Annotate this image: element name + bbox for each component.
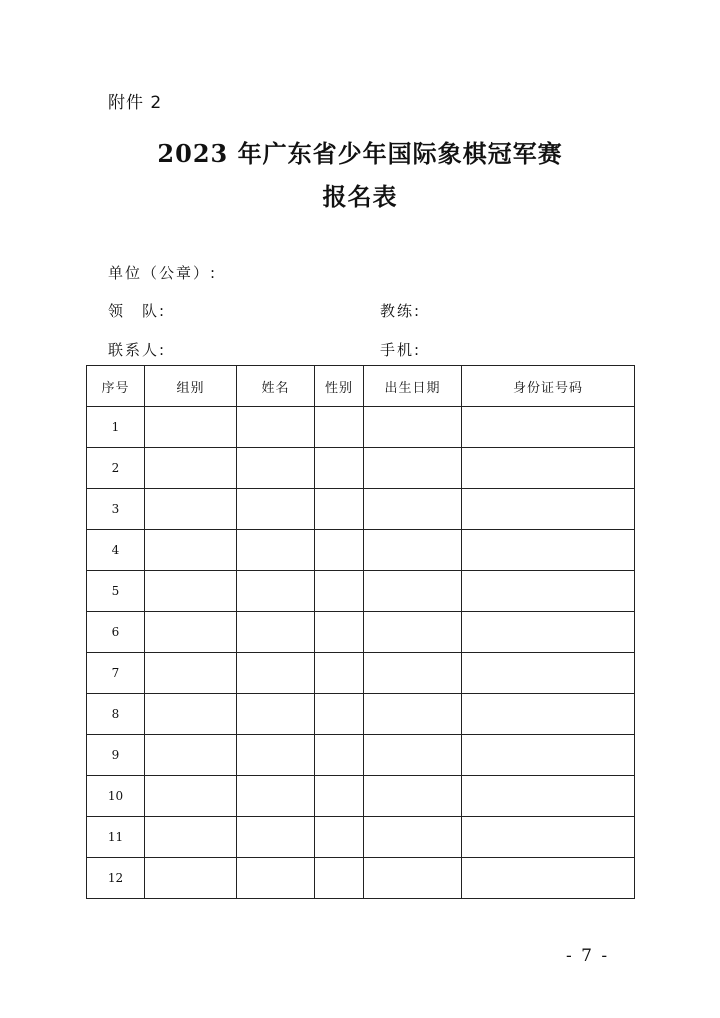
cell-id-number — [462, 489, 635, 530]
table-header-row — [87, 366, 635, 407]
header-birthdate: 出生日期 — [364, 366, 462, 407]
table-row — [87, 858, 635, 899]
row-number: 11 — [87, 817, 145, 858]
cell-id-number — [462, 735, 635, 776]
cell-name — [237, 653, 315, 694]
phone-field-label: 手机: — [380, 341, 422, 359]
cell-gender — [315, 448, 364, 489]
unit-field-label: 单位（公章）: — [108, 264, 218, 282]
table-row — [87, 776, 635, 817]
cell-id-number — [462, 858, 635, 899]
cell-gender — [315, 858, 364, 899]
cell-id-number — [462, 817, 635, 858]
cell-name — [237, 776, 315, 817]
header-id-number: 身份证号码 — [462, 366, 635, 407]
cell-name — [237, 530, 315, 571]
cell-id-number — [462, 694, 635, 735]
cell-gender — [315, 407, 364, 448]
cell-name — [237, 858, 315, 899]
table-row — [87, 694, 635, 735]
row-number: 8 — [87, 694, 145, 735]
row-number: 5 — [87, 571, 145, 612]
table-row — [87, 571, 635, 612]
cell-birthdate — [364, 571, 462, 612]
document-title: 2023 年广东省少年国际象棋冠军赛 — [157, 139, 563, 168]
cell-birthdate — [364, 817, 462, 858]
cell-group — [145, 530, 237, 571]
cell-gender — [315, 694, 364, 735]
cell-group — [145, 776, 237, 817]
row-number: 4 — [87, 530, 145, 571]
row-number: 12 — [87, 858, 145, 899]
cell-gender — [315, 653, 364, 694]
cell-group — [145, 858, 237, 899]
cell-name — [237, 489, 315, 530]
coach-field-label: 教练: — [380, 302, 422, 320]
cell-birthdate — [364, 448, 462, 489]
cell-gender — [315, 817, 364, 858]
row-number: 9 — [87, 735, 145, 776]
cell-group — [145, 653, 237, 694]
cell-id-number — [462, 653, 635, 694]
document-subtitle: 报名表 — [322, 182, 398, 211]
cell-group — [145, 817, 237, 858]
cell-group — [145, 489, 237, 530]
cell-birthdate — [364, 694, 462, 735]
table-row — [87, 735, 635, 776]
cell-name — [237, 694, 315, 735]
cell-group — [145, 571, 237, 612]
cell-group — [145, 448, 237, 489]
cell-birthdate — [364, 489, 462, 530]
cell-group — [145, 612, 237, 653]
cell-name — [237, 735, 315, 776]
table-row — [87, 489, 635, 530]
cell-id-number — [462, 407, 635, 448]
cell-id-number — [462, 612, 635, 653]
cell-name — [237, 612, 315, 653]
cell-name — [237, 817, 315, 858]
cell-id-number — [462, 776, 635, 817]
cell-group — [145, 735, 237, 776]
row-number: 6 — [87, 612, 145, 653]
leader-field-label: 领 队: — [108, 302, 167, 320]
registration-table — [86, 365, 635, 899]
cell-birthdate — [364, 776, 462, 817]
header-group: 组别 — [145, 366, 237, 407]
row-number: 7 — [87, 653, 145, 694]
header-name: 姓名 — [237, 366, 315, 407]
contact-field-label: 联系人: — [108, 341, 167, 359]
cell-id-number — [462, 530, 635, 571]
cell-id-number — [462, 448, 635, 489]
cell-gender — [315, 571, 364, 612]
table-row — [87, 653, 635, 694]
cell-birthdate — [364, 612, 462, 653]
cell-birthdate — [364, 858, 462, 899]
cell-name — [237, 407, 315, 448]
cell-birthdate — [364, 407, 462, 448]
cell-group — [145, 407, 237, 448]
cell-name — [237, 448, 315, 489]
cell-gender — [315, 489, 364, 530]
table-row — [87, 530, 635, 571]
row-number: 1 — [87, 407, 145, 448]
attachment-label: 附件 2 — [108, 93, 163, 113]
cell-gender — [315, 530, 364, 571]
header-index: 序号 — [87, 366, 145, 407]
row-number: 10 — [87, 776, 145, 817]
cell-name — [237, 571, 315, 612]
cell-group — [145, 694, 237, 735]
table-row — [87, 407, 635, 448]
page-number: - 7 - — [566, 946, 610, 966]
cell-gender — [315, 735, 364, 776]
cell-id-number — [462, 571, 635, 612]
table-row — [87, 612, 635, 653]
cell-gender — [315, 612, 364, 653]
cell-gender — [315, 776, 364, 817]
table-row — [87, 817, 635, 858]
header-gender: 性别 — [315, 366, 364, 407]
row-number: 2 — [87, 448, 145, 489]
cell-birthdate — [364, 735, 462, 776]
row-number: 3 — [87, 489, 145, 530]
cell-birthdate — [364, 530, 462, 571]
cell-birthdate — [364, 653, 462, 694]
table-row — [87, 448, 635, 489]
